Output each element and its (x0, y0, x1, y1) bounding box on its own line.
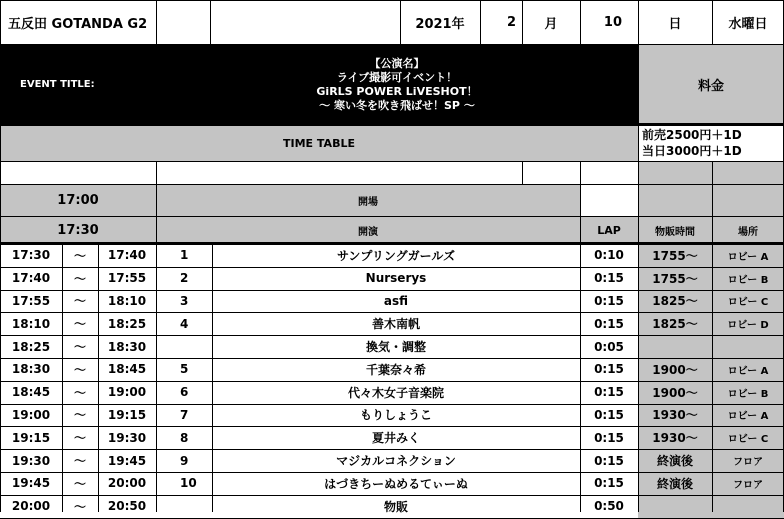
lap-header[interactable]: LAP (580, 216, 638, 244)
place-cell[interactable]: フロア (712, 472, 784, 495)
grid-line (156, 0, 157, 44)
month-cell[interactable]: 2 (506, 14, 516, 30)
performer-name-cell[interactable]: Nurserys (365, 271, 427, 286)
empty-gray-cell[interactable] (638, 184, 712, 216)
merch-time-header[interactable]: 物販時間 (638, 216, 712, 244)
grid-line (0, 426, 784, 427)
grid-line (0, 44, 784, 45)
time-table-label[interactable]: TIME TABLE (0, 125, 638, 161)
start-time-cell[interactable]: 18:25 (11, 339, 51, 354)
place-cell[interactable]: ロビー C (712, 290, 784, 313)
performer-name-cell[interactable]: 千葉奈々希 (365, 362, 426, 377)
month-unit-cell[interactable]: 月 (544, 16, 558, 32)
place-cell[interactable]: ロビー A (712, 358, 784, 381)
merch-time-cell[interactable]: 1825～ (638, 312, 712, 335)
grid-line (580, 0, 581, 44)
grid-line (156, 244, 157, 512)
order-number-cell[interactable]: 8 (180, 430, 189, 445)
merch-time-cell[interactable]: 1900～ (638, 358, 712, 381)
grid-line (480, 0, 481, 44)
grid-line (638, 244, 639, 512)
separator-cell[interactable]: ～ (73, 431, 86, 446)
performer-name-cell[interactable]: サンプリングガールズ (336, 248, 456, 263)
event-title[interactable] (156, 44, 638, 125)
lap-cell[interactable]: 0:15 (594, 362, 624, 377)
grid-line (0, 244, 784, 245)
performer-name-cell[interactable]: asfi (383, 293, 409, 308)
grid-line (712, 244, 713, 512)
start-time-cell[interactable]: 17:55 (11, 293, 51, 308)
grid-line (638, 161, 639, 184)
end-time-cell[interactable]: 19:30 (107, 430, 147, 445)
performer-name-cell[interactable]: もりしょうこ (359, 408, 432, 423)
performer-name-cell[interactable]: 代々木女子音楽院 (347, 385, 444, 400)
empty-gray-cell[interactable] (712, 184, 784, 216)
grid-line (522, 161, 523, 184)
grid-line (0, 472, 784, 473)
lap-cell[interactable]: 0:15 (594, 453, 624, 468)
open-label[interactable]: 開場 (156, 184, 580, 216)
event-title-line: ～ 寒い冬を吹き飛ばせ！SP ～ (319, 98, 475, 112)
grid-line (638, 184, 639, 244)
end-time-cell[interactable]: 17:55 (107, 271, 147, 286)
grid-line (400, 0, 401, 44)
grid-line (210, 0, 211, 44)
grid-line (638, 44, 639, 161)
merch-time-cell[interactable]: 終演後 (638, 449, 712, 472)
start-time-cell[interactable]: 18:30 (11, 362, 51, 377)
place-cell[interactable]: フロア (712, 449, 784, 472)
event-title-label[interactable]: EVENT TITLE: (0, 44, 156, 125)
performer-name-cell[interactable]: 換気・調整 (365, 340, 426, 355)
end-time-cell[interactable]: 19:15 (107, 407, 147, 422)
place-header[interactable]: 場所 (712, 216, 784, 244)
lap-cell[interactable]: 0:15 (594, 316, 624, 331)
start-time[interactable]: 17:30 (0, 216, 156, 244)
day-cell[interactable]: 10 (603, 14, 622, 30)
merch-time-cell[interactable]: 1755～ (638, 244, 712, 267)
merch-time-cell[interactable]: 1930～ (638, 404, 712, 427)
end-time-cell[interactable]: 18:30 (107, 339, 147, 354)
place-cell[interactable]: ロビー B (712, 381, 784, 404)
event-title-line: GiRLS POWER LiVESHOT！ (316, 84, 478, 98)
lap-cell[interactable]: 0:15 (594, 430, 624, 445)
order-number-cell[interactable]: 3 (180, 293, 189, 308)
grid-line (580, 161, 581, 184)
end-time-cell[interactable]: 20:00 (107, 476, 147, 491)
grid-line (156, 184, 157, 244)
start-time-cell[interactable]: 20:00 (11, 499, 51, 514)
grid-line (638, 0, 639, 44)
grid-line (0, 123, 784, 125)
place-cell[interactable]: ロビー C (712, 426, 784, 449)
empty-gray-cell[interactable] (638, 161, 712, 184)
separator-cell[interactable]: ～ (73, 499, 86, 514)
lap-cell[interactable]: 0:15 (594, 407, 624, 422)
start-time-cell[interactable]: 17:30 (11, 248, 51, 263)
end-time-cell[interactable]: 18:45 (107, 362, 147, 377)
lap-cell[interactable]: 0:15 (594, 293, 624, 308)
event-title-line: 【公演名】 (369, 56, 425, 70)
weekday-cell[interactable]: 水曜日 (728, 16, 768, 32)
grid-line (712, 0, 713, 44)
grid-line (0, 0, 784, 1)
end-time-cell[interactable]: 19:00 (107, 385, 147, 400)
start-time-cell[interactable]: 18:45 (11, 385, 51, 400)
end-time-cell[interactable]: 20:50 (107, 499, 147, 514)
merch-time-cell[interactable] (638, 495, 712, 518)
event-title-line: ライブ撮影可イベント！ (336, 70, 458, 84)
order-number-cell[interactable]: 9 (180, 453, 189, 468)
performer-name-cell[interactable]: 善木南帆 (371, 317, 420, 332)
grid-line (156, 161, 157, 184)
venue-name[interactable]: 五反田 GOTANDA G2 (8, 16, 148, 32)
grid-line (0, 495, 784, 496)
order-number-cell[interactable]: 6 (180, 385, 189, 400)
grid-line (580, 184, 581, 244)
grid-line (0, 335, 784, 336)
fee-advance: 前売2500円＋1D (642, 128, 742, 142)
grid-line (712, 184, 713, 244)
lap-cell[interactable]: 0:05 (594, 339, 624, 354)
performer-name-cell[interactable]: マジカルコネクション (336, 454, 456, 469)
end-time-cell[interactable]: 18:25 (107, 316, 147, 331)
place-cell[interactable] (712, 495, 784, 518)
grid-line (0, 161, 784, 162)
separator-cell[interactable]: ～ (73, 294, 86, 309)
grid-line (0, 358, 784, 359)
place-cell[interactable]: ロビー A (712, 244, 784, 267)
separator-cell[interactable]: ～ (73, 340, 86, 355)
separator-cell[interactable]: ～ (73, 476, 86, 491)
year-cell[interactable]: 2021年 (415, 16, 465, 32)
order-number-cell[interactable]: 1 (180, 248, 189, 263)
start-time-cell[interactable]: 19:00 (11, 407, 51, 422)
order-number-cell[interactable]: 4 (180, 316, 189, 331)
grid-line (0, 381, 784, 382)
merch-time-cell[interactable]: 1930～ (638, 426, 712, 449)
lap-cell[interactable]: 0:15 (594, 271, 624, 286)
start-time-cell[interactable]: 18:10 (11, 316, 51, 331)
end-time-cell[interactable]: 17:40 (107, 248, 147, 263)
lap-cell[interactable]: 0:15 (594, 476, 624, 491)
merch-time-cell[interactable]: 1755～ (638, 267, 712, 290)
grid-line (0, 216, 784, 217)
start-time-cell[interactable]: 19:45 (11, 476, 51, 491)
end-time-cell[interactable]: 18:10 (107, 293, 147, 308)
grid-line (0, 184, 784, 185)
separator-cell[interactable]: ～ (73, 385, 86, 400)
grid-line (580, 244, 581, 512)
place-cell[interactable]: ロビー B (712, 267, 784, 290)
grid-line (0, 125, 784, 126)
separator-cell[interactable]: ～ (73, 408, 86, 423)
order-number-cell[interactable] (156, 495, 212, 518)
lap-cell[interactable]: 0:10 (594, 248, 624, 263)
merch-time-cell[interactable] (638, 335, 712, 358)
lap-cell[interactable]: 0:50 (594, 499, 624, 514)
separator-cell[interactable]: ～ (73, 454, 86, 469)
separator-cell[interactable]: ～ (73, 271, 86, 286)
grid-line (212, 244, 213, 512)
grid-line (0, 242, 784, 244)
lap-cell[interactable]: 0:15 (594, 385, 624, 400)
merch-time-cell[interactable]: 1900～ (638, 381, 712, 404)
performer-name-cell[interactable]: 物販 (383, 499, 408, 514)
performer-name-cell[interactable]: 夏井みく (371, 431, 420, 446)
start-time-cell[interactable]: 19:30 (11, 453, 51, 468)
start-time-cell[interactable]: 17:40 (11, 271, 51, 286)
grid-line (0, 290, 784, 291)
place-cell[interactable] (712, 335, 784, 358)
separator-cell[interactable]: ～ (73, 362, 86, 377)
grid-line (0, 404, 784, 405)
order-number-cell[interactable] (156, 335, 212, 358)
merch-time-cell[interactable]: 1825～ (638, 290, 712, 313)
grid-line (98, 244, 99, 512)
order-number-cell[interactable]: 2 (180, 271, 189, 286)
fee-label[interactable]: 料金 (638, 44, 784, 125)
empty-gray-cell[interactable] (712, 161, 784, 184)
grid-line (0, 267, 784, 268)
place-cell[interactable]: ロビー A (712, 404, 784, 427)
grid-line (62, 244, 63, 512)
place-cell[interactable]: ロビー D (712, 312, 784, 335)
order-number-cell[interactable]: 7 (180, 407, 189, 422)
day-unit-cell[interactable]: 日 (668, 16, 682, 32)
open-time[interactable]: 17:00 (0, 184, 156, 216)
grid-line (0, 449, 784, 450)
start-time-cell[interactable]: 19:15 (11, 430, 51, 445)
fee-details[interactable] (638, 125, 784, 161)
order-number-cell[interactable]: 10 (180, 476, 197, 491)
grid-line (0, 0, 1, 512)
grid-line (0, 312, 784, 313)
fee-door: 当日3000円＋1D (642, 144, 742, 158)
grid-line (712, 161, 713, 184)
order-number-cell[interactable]: 5 (180, 362, 189, 377)
merch-time-cell[interactable]: 終演後 (638, 472, 712, 495)
start-label[interactable]: 開演 (156, 216, 580, 244)
grid-line (522, 0, 523, 44)
separator-cell[interactable]: ～ (73, 248, 86, 263)
end-time-cell[interactable]: 19:45 (107, 453, 147, 468)
performer-name-cell[interactable]: はづきちーぬめるてぃーぬ (324, 476, 468, 491)
separator-cell[interactable]: ～ (73, 317, 86, 332)
